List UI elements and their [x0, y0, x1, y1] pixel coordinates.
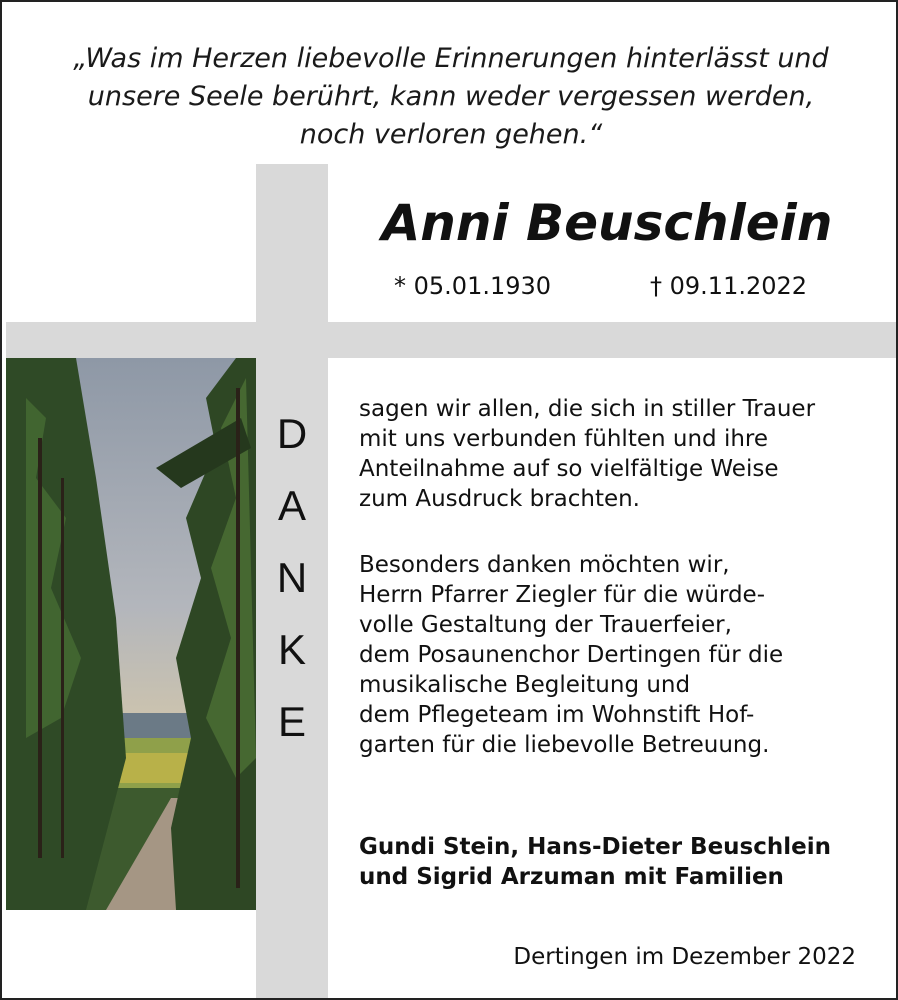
danke-vertical-word	[268, 398, 316, 758]
birth-date: * 05.01.1930	[394, 272, 552, 300]
text-line: mit uns verbunden fühlten und ihre	[359, 426, 769, 452]
text-line: volle Gestaltung der Trauerfeier,	[359, 612, 732, 638]
text-line: Anteilnahme auf so vielfältige Weise	[359, 456, 779, 482]
text-line: Besonders danken möchten wir,	[359, 552, 730, 578]
signature-line: Gundi Stein, Hans-Dieter Beuschlein	[359, 834, 831, 860]
danke-letter: E	[277, 698, 306, 745]
cross-horizontal-bar	[6, 322, 896, 358]
danke-letter: K	[277, 626, 306, 673]
quote-line: unsere Seele berührt, kann weder vergessen werden,	[87, 81, 815, 112]
text-line: sagen wir allen, die sich in stiller Trauer	[359, 396, 816, 422]
text-line: garten für die liebevolle Betreuung.	[359, 732, 770, 758]
family-signature	[359, 832, 879, 892]
danke-letter: N	[276, 554, 308, 601]
landscape-photo	[6, 358, 256, 910]
danke-letter: D	[276, 410, 308, 457]
deceased-name: Anni Beuschlein	[381, 194, 833, 252]
quote-line: „Was im Herzen liebevolle Erinnerungen hinterlässt und	[73, 43, 829, 74]
quote-line: noch verloren gehen.“	[299, 119, 603, 150]
text-line: Herrn Pfarrer Ziegler für die würde-	[359, 582, 766, 608]
memorial-quote	[2, 40, 898, 154]
text-line: dem Posaunenchor Dertingen für die	[359, 642, 784, 668]
thanks-paragraph	[359, 394, 879, 514]
text-line: musikalische Begleitung und	[359, 672, 691, 698]
text-line: zum Ausdruck brachten.	[359, 486, 640, 512]
text-line: dem Pflegeteam im Wohnstift Hof-	[359, 702, 755, 728]
special-thanks-paragraph	[359, 550, 879, 760]
death-date: † 09.11.2022	[650, 272, 808, 300]
signature-line: und Sigrid Arzuman mit Familien	[359, 864, 784, 890]
place-and-date: Dertingen im Dezember 2022	[513, 944, 856, 970]
danke-letter: A	[277, 482, 306, 529]
